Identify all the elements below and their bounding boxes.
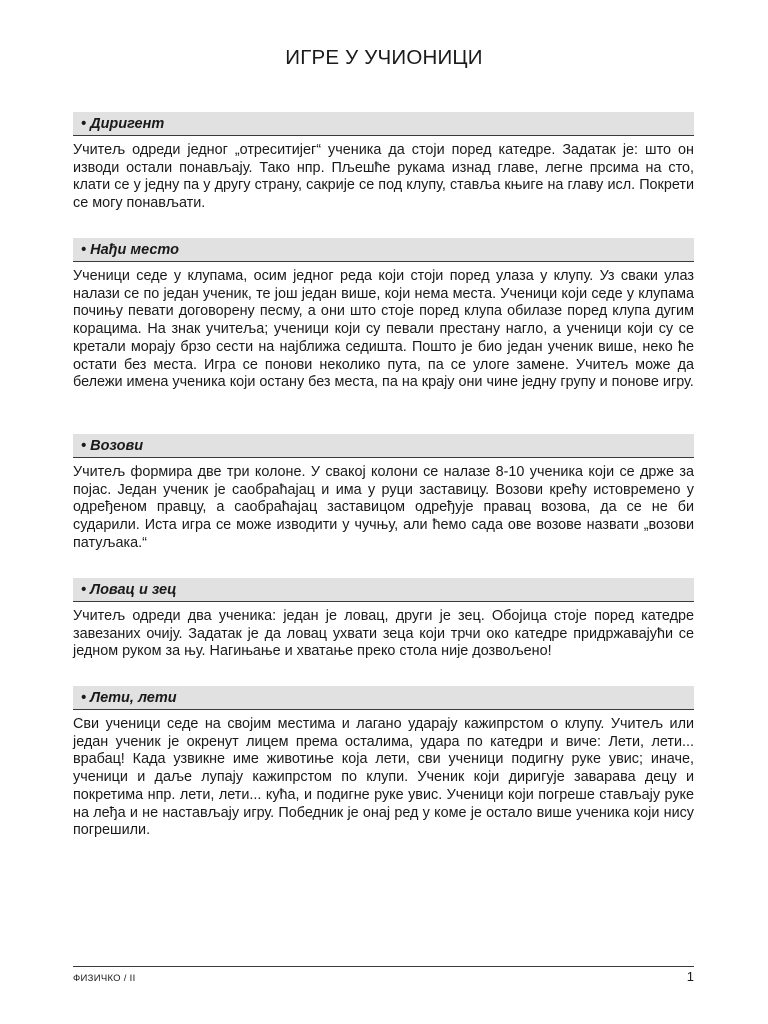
section-nadji-mesto (73, 238, 694, 392)
section-leti-leti (73, 686, 694, 840)
section-body: Учитељ формира две три колоне. У свакој колони се налазе 8-10 ученика који се држе за појас. Један ученик је саобраћајац и има у руци заставицу. Возови крећу истовремено у одређеном правцу, а саобраћајац заставицом одређује правац возова, да се не би сударили. Иста игра се може изводити у чучњу, али ћемо сада ове возове назвати „возови патуљака.“ (73, 464, 694, 551)
page-title: ИГРЕ У УЧИОНИЦИ (285, 46, 483, 69)
section-heading: • Диригент (73, 112, 694, 136)
page-number: 1 (686, 969, 694, 984)
footer-divider (73, 966, 694, 967)
section-body: Ученици седе у клупама, осим једног реда који стоји поред улаза у клупу. Уз сваки улаз налази се по један ученик, те још један више, који нема места. Ученици који седе у клупама почињу певати договорену песму, а они што стоје поред клупа обилазе поред клупа дугим корацима. На знак учитеља; ученици који су певали престану нагло, а ученици који су се кретали морају брзо сести на најближа седишта. Пошто је био један ученик више, неко ће остати без места. Игра се понови неколико пута, па се улоге замене. Учитељ може да бележи имена ученика који остану без места, па на крају они чине једну групу и понове игру. (73, 268, 694, 391)
section-heading: • Возови (73, 434, 694, 458)
section-dirigent (73, 112, 694, 213)
section-body: Сви ученици седе на својим местима и лагано ударају кажипрстом о клупу. Учитељ или један ученик је окренут лицем према осталима, удара по катедри и виче: Лети, лети... врабац! Када узвикне име животиње која лети, сви ученици подигну руке увис; иначе, ученици и даље лупају кажипрстом по клупи. Ученик који диригује заварава децу и покретима нпр. лети, лети... кућа, и подигне руке увис. Ученици који погреше стављају руке на леђа и не настављају игру. Победник је онај ред у коме је остало више ученика који нису погрешили. (73, 716, 694, 839)
section-heading: • Ловац и зец (73, 578, 694, 602)
section-body: Учитељ одреди једног „отреситијег“ ученика да стоји поред катедре. Задатак је: што он изводи остали понављају. Тако нпр. Пљешће рукама изнад главе, легне прсима на сто, клати се у једну па у другу страну, сакрије се под клупу, ставља књиге на главу исл. Покрети се могу понављати. (73, 142, 694, 212)
section-lovac-i-zec (73, 578, 694, 661)
section-vozovi (73, 434, 694, 553)
section-heading: • Лети, лети (73, 686, 694, 710)
section-heading: • Нађи место (73, 238, 694, 262)
section-body: Учитељ одреди два ученика: један је ловац, други је зец. Обојица стоје поред катедре завезаних очију. Задатак је да ловац ухвати зеца који трчи око катедре придржавајући се једном руком за њу. Нагињање и хватање преко стола није дозвољено! (73, 608, 694, 660)
footer-label: ФИЗИЧКО / II (73, 973, 136, 984)
